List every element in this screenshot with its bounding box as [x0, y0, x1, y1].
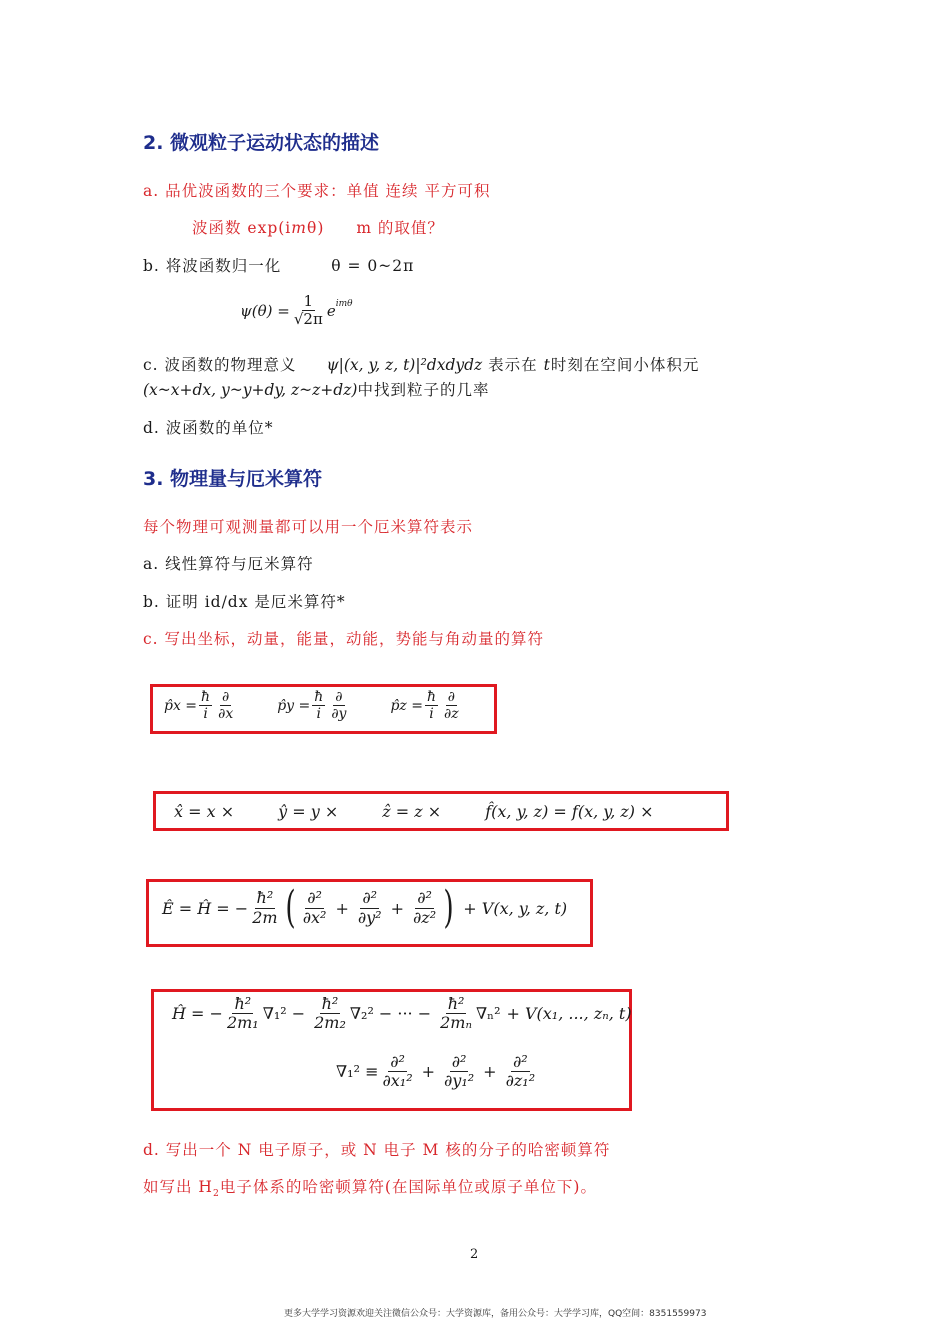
- sec2-c-line1: [143, 353, 699, 375]
- plus-sign: +: [390, 898, 404, 918]
- two-mn: 2mₙ: [440, 1013, 472, 1033]
- h2-prefix: 如写出 H: [143, 1178, 213, 1196]
- psi-numerator: 1: [303, 292, 314, 310]
- px-lhs: p̂x =: [164, 697, 198, 714]
- sec3-d-line2: [143, 1175, 597, 1199]
- term-1-fraction: [225, 995, 261, 1033]
- energy-lhs: Ê = Ĥ = −: [162, 898, 249, 918]
- partial-squared: ∂²: [390, 1052, 405, 1071]
- section-3-title: 3. 物理量与厄米算符: [143, 468, 323, 490]
- hbar-over-i-y: [312, 689, 325, 722]
- page-number: 2: [470, 1247, 479, 1262]
- theta-range: θ = 0~2π: [331, 257, 415, 275]
- pz-lhs: p̂z =: [390, 697, 423, 714]
- partial: ∂: [335, 689, 343, 705]
- hermitian-statement: 每个物理可观测量都可以用一个厄米算符表示: [143, 518, 474, 536]
- coordinate-operators: [174, 802, 654, 821]
- means-text: 表示在: [488, 356, 538, 374]
- d2-dx1: [381, 1053, 415, 1091]
- hbar-squared: ħ²: [447, 994, 465, 1013]
- i-symbol: i: [429, 706, 434, 723]
- psi-exponent: imθ: [335, 298, 353, 309]
- potential-term: + V(x₁, ..., zₙ, t): [506, 1004, 632, 1024]
- range-expr: (x~x+dx, y~y+dy, z~z+dz): [143, 381, 358, 399]
- psi-normalized-equation: [240, 293, 353, 329]
- partial-z1-squared: ∂z₁²: [505, 1071, 536, 1091]
- partial-x: [216, 689, 235, 722]
- time-symbol: t: [543, 356, 551, 374]
- f-operator: f̂(x, y, z) = f(x, y, z) ×: [485, 802, 654, 821]
- plus-sign: +: [483, 1062, 497, 1082]
- sec2-a-line2: [192, 216, 444, 238]
- d2-dy1: [442, 1053, 476, 1091]
- wavefunction-exp-text: 波函数 exp(i: [192, 219, 292, 237]
- sec2-b-line: [143, 254, 414, 276]
- partial: ∂: [222, 689, 230, 705]
- z-operator: ẑ = z ×: [382, 802, 442, 821]
- m-symbol: m: [291, 219, 307, 237]
- footer-note: 更多大学学习资源欢迎关注微信公众号：大学资源库，备用公众号：大学学习库，QQ空间：8351559973: [284, 1309, 707, 1319]
- y-operator: ŷ = y ×: [278, 802, 339, 821]
- d2-dy2: [356, 889, 384, 927]
- partial-z: [442, 689, 461, 722]
- laplacian-2: ∇₂²: [349, 1004, 374, 1024]
- sec3-d-line1: d. 写出一个 N 电子原子，或 N 电子 M 核的分子的哈密顿算符: [143, 1141, 611, 1159]
- partial-x-squared: ∂x²: [302, 907, 327, 927]
- d2-dz2: [411, 889, 438, 927]
- i-symbol: i: [203, 706, 208, 723]
- partial-dy: ∂y: [331, 706, 347, 723]
- hbar-squared: ħ²: [234, 994, 252, 1013]
- two-m: 2m: [252, 907, 278, 927]
- hamiltonian-lhs: Ĥ = −: [172, 1004, 223, 1024]
- probability-text: 中找到粒子的几率: [357, 381, 490, 399]
- normalize-label: b. 将波函数归一化: [143, 257, 282, 275]
- hbar-squared: ħ²: [256, 888, 274, 908]
- potential-term: + V(x, y, z, t): [463, 898, 568, 918]
- partial-y1-squared: ∂y₁²: [444, 1071, 475, 1091]
- right-paren: ): [443, 882, 454, 933]
- h2-subscript: 2: [212, 1188, 220, 1200]
- partial-z-squared: ∂z²: [413, 907, 437, 927]
- partial-squared: ∂²: [451, 1052, 467, 1071]
- partial-y: [329, 689, 348, 722]
- d2-dx2: [301, 889, 329, 927]
- two-m2: 2m₂: [314, 1013, 346, 1033]
- partial-x1-squared: ∂x₁²: [382, 1071, 413, 1091]
- laplacian-n: ∇ₙ²: [475, 1004, 501, 1024]
- two-m1: 2m₁: [226, 1013, 259, 1033]
- momentum-operators: [164, 689, 463, 722]
- h2-suffix: 电子体系的哈密顿算符(在国际单位或原子单位下)。: [219, 1178, 597, 1196]
- partial: ∂: [447, 689, 455, 705]
- physical-meaning-label: c. 波函数的物理意义: [143, 356, 297, 374]
- sec2-d-line: d. 波函数的单位*: [143, 419, 274, 437]
- volume-element-text: 时刻在空间小体积元: [550, 356, 700, 374]
- laplacian-1: ∇₁²: [262, 1004, 287, 1024]
- partial-dx: ∂x: [218, 706, 234, 723]
- left-paren: (: [284, 882, 296, 933]
- laplacian-lhs: ∇₁² ≡: [336, 1062, 379, 1082]
- partial-squared: ∂²: [417, 888, 432, 908]
- plus-sign: +: [421, 1062, 436, 1082]
- sec3-c-line: c. 写出坐标，动量，能量，动能，势能与角动量的算符: [143, 630, 545, 648]
- psi-lhs: ψ(θ) =: [240, 301, 290, 320]
- hamiltonian-equation: [172, 995, 632, 1033]
- minus-sign: −: [291, 1004, 306, 1024]
- psi-squared-expr: ψ|(x, y, z, t)|²dxdydz: [326, 356, 483, 374]
- hbar2-over-2m: [250, 889, 279, 927]
- plus-sign: +: [335, 898, 349, 918]
- hbar-over-i-x: [199, 689, 212, 722]
- x-operator: x̂ = x ×: [174, 802, 235, 821]
- hbar: ħ: [314, 689, 324, 705]
- d2-dz1: [504, 1053, 538, 1091]
- section-2-title: 2. 微观粒子运动状态的描述: [143, 132, 380, 154]
- partial-squared: ∂²: [362, 888, 378, 908]
- theta-text: θ): [306, 219, 325, 237]
- hbar-over-i-z: [425, 689, 438, 722]
- ellipsis: − ··· −: [378, 1004, 432, 1024]
- hbar: ħ: [427, 689, 437, 705]
- py-lhs: p̂y =: [277, 697, 311, 714]
- energy-operator: [162, 882, 568, 933]
- sec2-a-line: a. 品优波函数的三个要求：单值 连续 平方可积: [143, 182, 491, 200]
- i-symbol: i: [316, 706, 322, 723]
- laplacian-definition: [336, 1053, 539, 1091]
- partial-dz: ∂z: [444, 706, 459, 723]
- partial-squared: ∂²: [307, 888, 322, 908]
- psi-fraction: [292, 293, 325, 329]
- partial-y-squared: ∂y²: [357, 907, 382, 927]
- term-2-fraction: [312, 995, 348, 1033]
- psi-exp-base: e: [326, 301, 336, 320]
- hbar-squared: ħ²: [321, 994, 339, 1013]
- hbar: ħ: [201, 689, 211, 705]
- sec3-a-line: a. 线性算符与厄米算符: [143, 555, 314, 573]
- sec2-c-line2: [143, 378, 489, 400]
- partial-squared: ∂²: [513, 1052, 528, 1071]
- psi-denominator: √2π: [293, 310, 323, 329]
- sec3-b-line: b. 证明 id/dx 是厄米算符*: [143, 593, 346, 611]
- term-n-fraction: [438, 995, 474, 1033]
- m-question: m 的取值？: [356, 219, 444, 237]
